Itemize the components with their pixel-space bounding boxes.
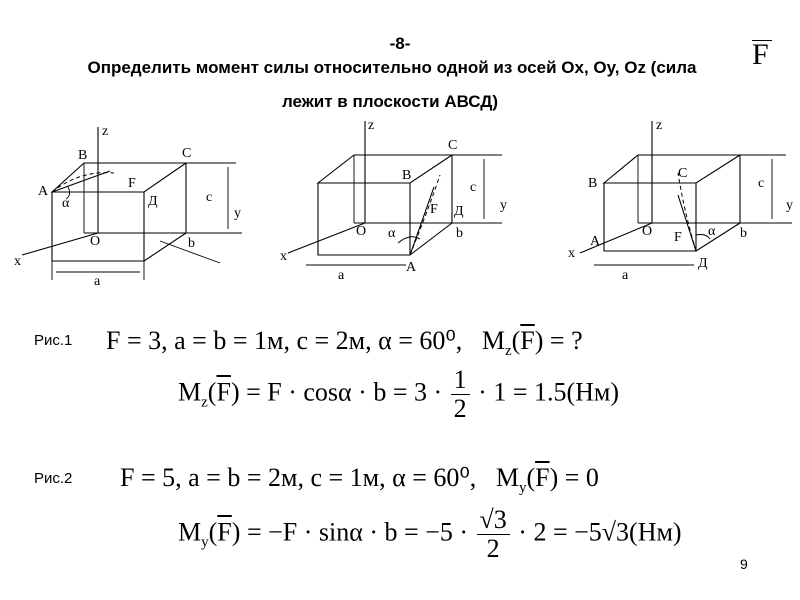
fig3-label-y: y <box>786 198 793 213</box>
fig2-label-b-vertex: B <box>402 168 412 183</box>
fig3-label-x: x <box>568 246 575 261</box>
fig1-label-a-vertex: A <box>38 184 49 199</box>
fig2-label-force: F <box>430 202 438 217</box>
fig3-label-a-vertex: A <box>590 234 601 249</box>
fig2-label-d-vertex: Д <box>454 204 464 219</box>
fig1-label-b-vertex: B <box>78 148 88 163</box>
page-number: 9 <box>740 556 748 572</box>
problem1-solution: $M_z(\overline{F}) = F \cdot \cos\alpha \cdot b = 3$ · $\frac{1}{2}$ · 1 = 1.5(Нм) <box>178 365 620 423</box>
figure-3-diagram <box>560 115 800 295</box>
fig3-label-alpha: α <box>708 224 716 239</box>
fig1-label-a-dim: a <box>94 274 101 289</box>
fig1-label-c-vertex: C <box>182 146 192 161</box>
fig3-label-origin: O <box>642 224 653 239</box>
fig3-label-c-vertex: C <box>678 166 688 181</box>
fig2-label-z: z <box>368 118 375 133</box>
figure-2-diagram <box>270 115 530 295</box>
fig2-label-y: y <box>500 198 507 213</box>
fig2-label-x: x <box>280 249 287 264</box>
fig1-label-y: y <box>234 206 241 221</box>
fig1-label-x: x <box>14 254 21 269</box>
problem1-given: F = 3, a = b = 1м, c = 2м, α = 60⁰, $M_z(\overline{F})$ = ? <box>106 326 583 360</box>
force-vector-symbol: F <box>752 38 769 72</box>
fig3-label-c-dim: c <box>758 176 765 191</box>
fig2-label-a-dim: a <box>338 268 345 283</box>
fig3-label-force: F <box>674 230 682 245</box>
fig2-label-origin: O <box>356 224 367 239</box>
fig3-label-z: z <box>656 118 663 133</box>
fig1-label-force: F <box>128 176 136 191</box>
fig2-label-c-vertex: C <box>448 138 458 153</box>
fig1-label-d-vertex: Д <box>148 194 158 209</box>
fig1-label-z: z <box>102 124 109 139</box>
problem1-fraction: $\frac{1}{2}$ <box>451 366 470 423</box>
figure-1-diagram <box>10 115 260 295</box>
problem2-label: Рис.2 <box>34 470 73 487</box>
fig3-label-a-dim: a <box>622 268 629 283</box>
fig1-label-origin: O <box>90 234 101 249</box>
problem2-fraction: $\frac{√3}{2}$ <box>477 506 510 563</box>
fig2-label-c-dim: c <box>470 180 477 195</box>
problem1-label: Рис.1 <box>34 332 73 349</box>
fig3-label-d-vertex: Д <box>698 256 708 271</box>
fig3-label-b-dim: b <box>740 226 747 241</box>
fig1-label-b-dim: b <box>188 236 195 251</box>
problem2-solution: $M_y(\overline{F}) = -F \cdot \sin\alpha \cdot b = -5$ · $\frac{√3}{2}$ · 2 = −5√3(Нм) <box>178 505 682 563</box>
fig2-label-b-dim: b <box>456 226 463 241</box>
page-number-top: -8- <box>389 34 411 53</box>
problem2-given: F = 5, a = b = 2м, c = 1м, α = 60⁰, $M_y(\overline{F}) = 0$ <box>120 463 599 497</box>
task-title-line1: Определить момент силы относительно одной из осей Ох, Оу, Оz (сила <box>87 58 697 77</box>
fig3-label-b-vertex: B <box>588 176 598 191</box>
fig1-label-alpha: α <box>62 196 70 211</box>
fig1-label-c-dim: c <box>206 190 213 205</box>
task-title-line2: лежит в плоскости АВСД) <box>281 92 499 111</box>
fig2-label-a-vertex: A <box>406 260 417 275</box>
fig2-label-alpha: α <box>388 226 396 241</box>
